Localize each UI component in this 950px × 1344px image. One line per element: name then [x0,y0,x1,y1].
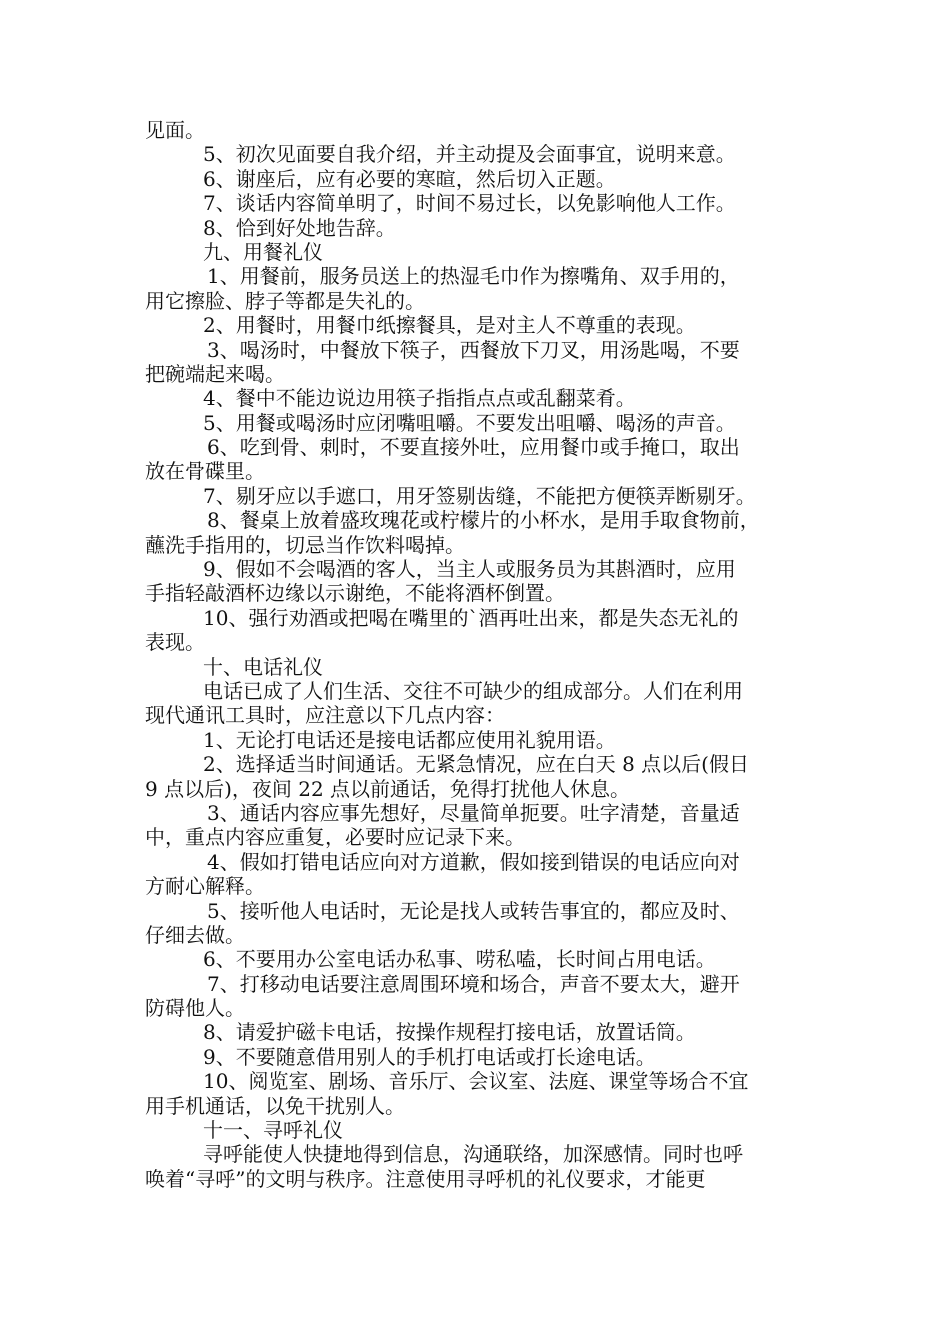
text-line: 7、打移动电话要注意周围环境和场合，声音不要太大，避开 [207,971,740,996]
text-line: 见面。 [145,118,205,142]
text-line: 8、请爱护磁卡电话，按操作规程打接电话，放置话筒。 [203,1020,696,1045]
text-line: 蘸洗手指用的，切忌当作饮料喝掉。 [145,532,465,557]
text-line: 电话已成了人们生活、交往不可缺少的组成部分。人们在利用 [203,678,743,703]
text-line: 8、餐桌上放着盛玫瑰花或柠檬片的小杯水，是用手取食物前， [207,508,760,533]
text-line: 1、用餐前，服务员送上的热湿毛巾作为擦嘴角、双手用的， [207,264,740,289]
text-line: 8、恰到好处地告辞。 [203,215,396,240]
text-line: 用它擦脸、脖子等都是失礼的。 [145,288,425,313]
text-line: 7、剔牙应以手遮口，用牙签剔齿缝，不能把方便筷弄断剔牙。 [203,483,756,508]
text-line: 4、假如打错电话应向对方道歉，假如接到错误的电话应向对 [207,849,740,874]
text-line: 方耐心解释。 [145,874,265,899]
text-line: 唤着“寻呼”的文明与秩序。注意使用寻呼机的礼仪要求，才能更 [145,1166,706,1191]
text-line: 4、餐中不能边说边用筷子指指点点或乱翻菜肴。 [203,386,636,411]
text-line: 3、喝汤时，中餐放下筷子，西餐放下刀叉，用汤匙喝，不要 [207,337,740,362]
text-line: 中，重点内容应重复，必要时应记录下来。 [145,825,525,850]
text-line: 十、电话礼仪 [203,654,323,679]
text-line: 防碍他人。 [145,996,245,1021]
text-line: 10、阅览室、剧场、音乐厅、会议室、法庭、课堂等场合不宜 [203,1069,749,1094]
text-line: 7、谈话内容简单明了，时间不易过长，以免影响他人工作。 [203,191,736,216]
text-line: 放在骨碟里。 [145,459,265,484]
text-line: 6、谢座后，应有必要的寒暄，然后切入正题。 [203,166,616,191]
text-line: 把碗端起来喝。 [145,361,285,386]
text-line: 手指轻敲酒杯边缘以示谢绝，不能将酒杯倒置。 [145,581,565,606]
text-line: 表现。 [145,630,205,655]
text-line: 现代通讯工具时，应注意以下几点内容： [145,703,505,728]
text-line: 寻呼能使人快捷地得到信息，沟通联络，加深感情。同时也呼 [203,1142,743,1167]
text-line: 5、用餐或喝汤时应闭嘴咀嚼。不要发出咀嚼、喝汤的声音。 [203,410,736,435]
text-line: 3、通话内容应事先想好，尽量简单扼要。吐字清楚，音量适 [207,800,740,825]
text-line: 6、不要用办公室电话办私事、唠私嗑，长时间占用电话。 [203,947,716,972]
text-line: 9、不要随意借用别人的手机打电话或打长途电话。 [203,1044,656,1069]
text-line: 十一、寻呼礼仪 [203,1118,343,1143]
text-line: 9、假如不会喝酒的客人，当主人或服务员为其斟酒时，应用 [203,557,736,582]
text-line: 5、接听他人电话时，无论是找人或转告事宜的，都应及时、 [207,898,740,923]
text-line: 2、选择适当时间通话。无紧急情况，应在白天 8 点以后(假日 [203,752,749,777]
text-line: 5、初次见面要自我介绍，并主动提及会面事宜，说明来意。 [203,142,736,167]
text-line: 用手机通话，以免干扰别人。 [145,1093,405,1118]
text-line: 仔细去做。 [145,922,245,947]
text-line: 2、用餐时，用餐巾纸擦餐具，是对主人不尊重的表现。 [203,313,696,338]
text-line: 9 点以后)，夜间 22 点以前通话，免得打扰他人休息。 [145,776,631,801]
text-line: 九、用餐礼仪 [203,239,323,264]
document-body [145,118,825,1191]
text-line: 10、强行劝酒或把喝在嘴里的`酒再吐出来，都是失态无礼的 [203,605,739,630]
text-line: 6、吃到骨、刺时，不要直接外吐，应用餐巾或手掩口，取出 [207,435,740,460]
text-line: 1、无论打电话还是接电话都应使用礼貌用语。 [203,727,616,752]
